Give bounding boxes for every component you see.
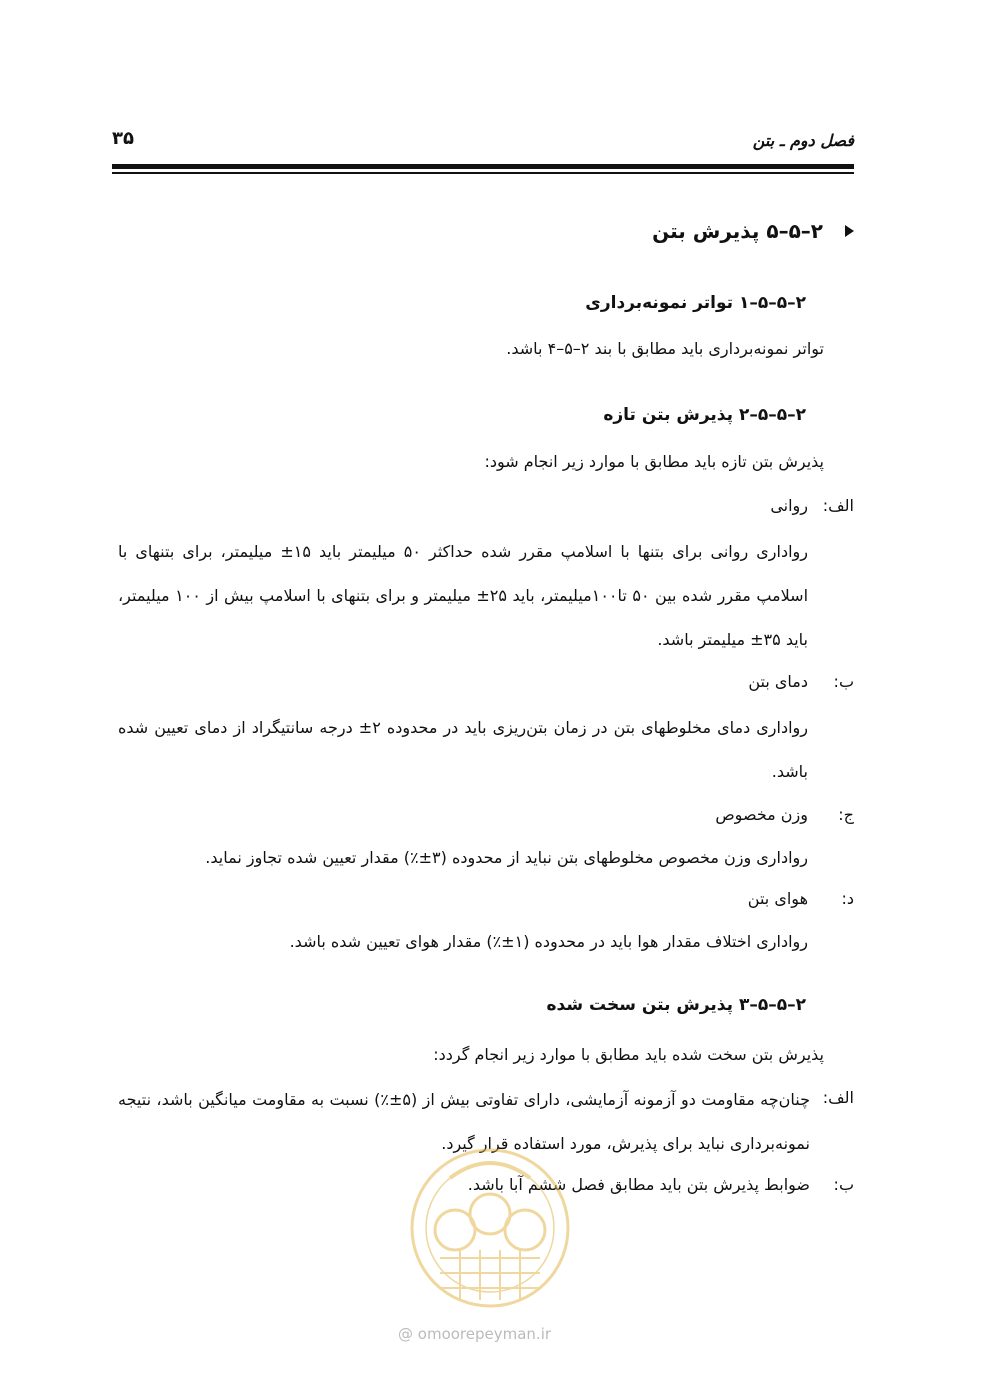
watermark-site: omoorepeyman.ir xyxy=(417,1325,552,1343)
triangle-bullet-icon xyxy=(845,225,854,237)
item-text: چنان‌چه مقاومت دو آزمونه آزمایشی، دارای تفاوتی بیش از (۵±٪) نسبت به مقاومت میانگین باشد، نتیجه نمونه‌برداری نباید برای پذیرش، مورد استفاده قرار گیرد. xyxy=(118,1090,810,1153)
item-marker: ج: xyxy=(838,805,854,824)
item-marker: د: xyxy=(841,889,854,908)
item-marker: الف: xyxy=(822,496,854,515)
subsection-intro-3: پذیرش بتن سخت شده باید مطابق با موارد زیر انجام گردد: xyxy=(433,1045,824,1064)
subsection-title-3: ۲–۵–۵–۳ پذیرش بتن سخت شده xyxy=(546,995,806,1015)
watermark-text: @ omoorepeyman.ir xyxy=(398,1325,552,1343)
item-label: دمای بتن xyxy=(748,672,808,691)
header-rule-thick xyxy=(112,164,854,169)
item-label: وزن مخصوص xyxy=(715,805,808,824)
item-text: رواداری روانی برای بتنها با اسلامپ مقرر شده حداکثر ۵۰ میلیمتر باید ۱۵± میلیمتر، برای بتنهای با اسلامپ مقرر شده بین ۵۰ تا۱۰۰میلیمتر، باید ۲۵± میلیمتر و برای بتنهای با اسلامپ بیش از ۱۰۰ میلیمتر، باید ۳۵± میلیمتر باشد. xyxy=(118,542,809,649)
item-marker: ب: xyxy=(833,672,854,691)
subsection-title-2: ۲–۵–۵–۲ پذیرش بتن تازه xyxy=(603,405,806,425)
chapter-title: فصل دوم ـ بتن xyxy=(752,131,854,150)
item-text: رواداری وزن مخصوص مخلوطهای بتن نباید از محدوده (۳±٪) مقدار تعیین شده تجاوز نماید. xyxy=(205,848,808,867)
page-number: ۳۵ xyxy=(112,128,134,149)
item-label: هوای بتن xyxy=(747,889,808,908)
header-rule-thin xyxy=(112,172,854,174)
gear-seal-icon xyxy=(412,1150,568,1306)
subsection-title-1: ۲–۵–۵–۱ تواتر نمونه‌برداری xyxy=(585,293,806,313)
item-marker: الف: xyxy=(822,1088,854,1107)
item-text: ضوابط پذیرش بتن باید مطابق فصل ششم آبا باشد. xyxy=(467,1175,810,1194)
subsection-intro-2: پذیرش بتن تازه باید مطابق با موارد زیر انجام شود: xyxy=(484,452,824,471)
item-label: روانی xyxy=(770,496,808,515)
item-marker: ب: xyxy=(833,1175,854,1194)
section-title-text: ۲–۵–۵ پذیرش بتن xyxy=(652,219,823,243)
item-text: رواداری دمای مخلوطهای بتن در زمان بتن‌ریزی باید در محدوده ۲± درجه سانتیگراد از دمای تعیین شده باشد. xyxy=(118,718,809,781)
section-title xyxy=(652,219,854,243)
subsection-text-1: تواتر نمونه‌برداری باید مطابق با بند ۲–۵–۴ باشد. xyxy=(506,339,824,358)
item-text: رواداری اختلاف مقدار هوا باید در محدوده (۱±٪) مقدار هوای تعیین شده باشد. xyxy=(289,932,808,951)
watermark-logo xyxy=(400,1138,580,1318)
